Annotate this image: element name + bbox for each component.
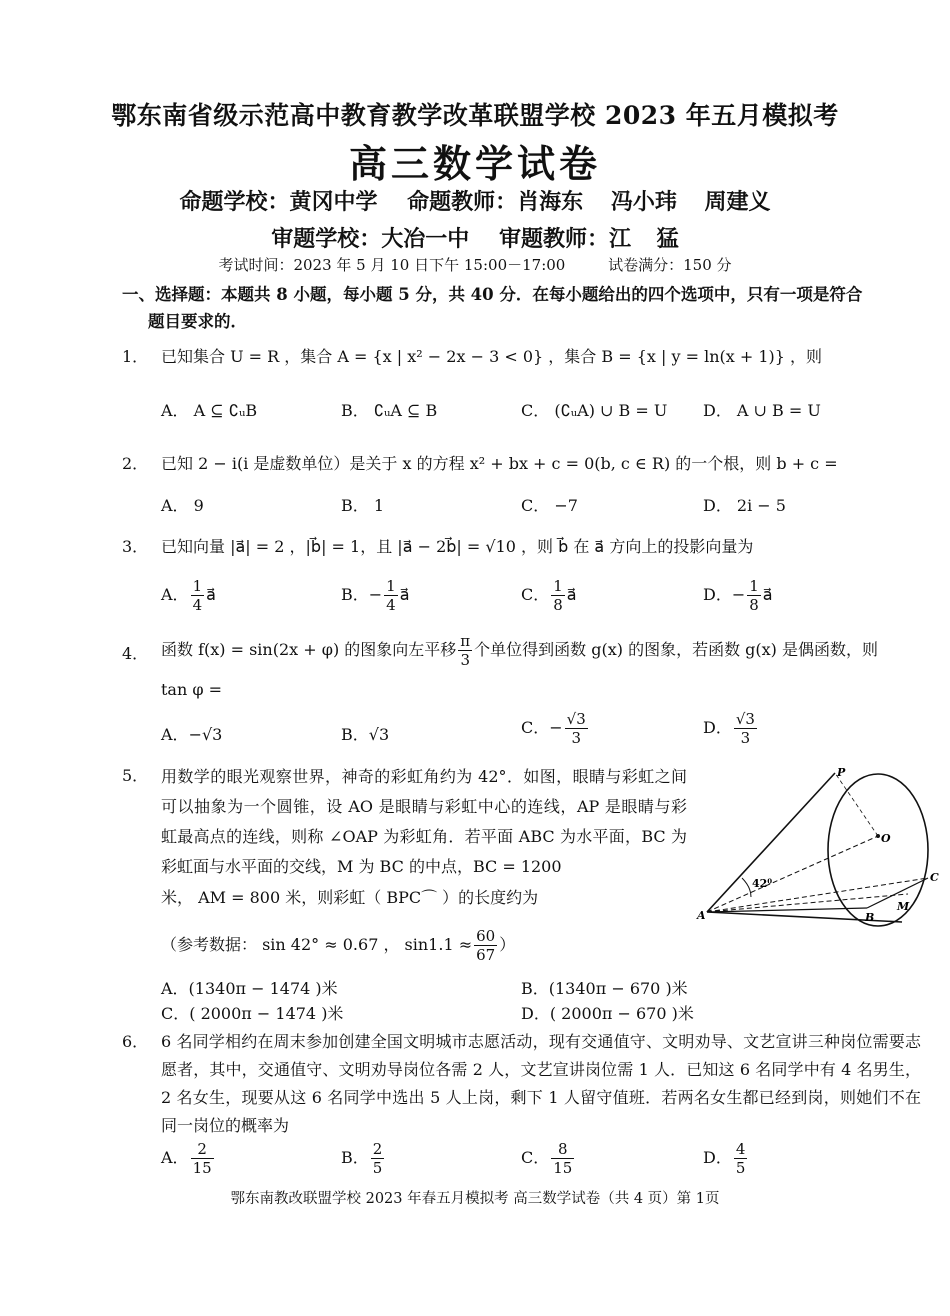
exam-score: 试卷满分：150 分 bbox=[608, 256, 732, 274]
review-teacher-2: 猛 bbox=[656, 226, 679, 252]
cone-figure bbox=[695, 760, 945, 930]
q4-option-d-label: D． bbox=[703, 718, 732, 737]
exam-title: 高三数学试卷 bbox=[348, 141, 601, 186]
q3-option-b-sign: − bbox=[368, 585, 383, 604]
q6-option-a-fraction bbox=[191, 1140, 214, 1177]
q6-option-d-label: D． bbox=[703, 1148, 732, 1167]
q4-option-d[interactable] bbox=[703, 710, 759, 747]
frac-num: 2 bbox=[191, 1140, 214, 1159]
section-heading-line2: 题目要求的． bbox=[148, 312, 247, 331]
school-line: 鄂东南省级示范高中教育教学改革联盟学校 2023 年五月模拟考 bbox=[111, 101, 839, 130]
q4-stem-a: 函数 f(x) = sin(2x + φ) 的图象向左平移 bbox=[161, 640, 457, 659]
q6-option-b[interactable] bbox=[341, 1140, 386, 1177]
q5-option-a[interactable]: A．(1340π − 1474 )米 bbox=[161, 979, 338, 998]
q2-stem: 已知 2 − i(i 是虚数单位）是关于 x 的方程 x² + bx + c = 0(b, c ∈ R) 的一个根，则 b + c = bbox=[161, 454, 838, 473]
vector-a: a⃗ bbox=[762, 585, 773, 604]
q4-option-a-text: −√3 bbox=[188, 725, 223, 744]
q3-option-d[interactable] bbox=[703, 577, 773, 614]
q5-number: 5． bbox=[122, 766, 149, 785]
q1-option-c[interactable]: C． (∁ᵤA) ∪ B = U bbox=[521, 401, 668, 420]
q6-option-c-fraction bbox=[551, 1140, 574, 1177]
line-op bbox=[835, 773, 878, 836]
q4-option-a[interactable] bbox=[161, 722, 222, 745]
q2-number: 2． bbox=[122, 454, 149, 473]
q1-option-d[interactable]: D． A ∪ B = U bbox=[703, 401, 821, 420]
label-c: C bbox=[930, 871, 939, 884]
frac-den: 4 bbox=[192, 596, 203, 614]
q2-option-d[interactable]: D． 2i − 5 bbox=[703, 496, 786, 515]
q3-option-a[interactable] bbox=[161, 577, 216, 614]
q4-stem bbox=[161, 632, 878, 669]
q6-option-c[interactable] bbox=[521, 1140, 576, 1177]
q5-option-d[interactable]: D．( 2000π − 670 )米 bbox=[521, 1004, 694, 1023]
frac-num: 1 bbox=[192, 577, 203, 595]
q3-option-b[interactable] bbox=[341, 577, 410, 614]
q4-option-d-fraction bbox=[734, 710, 757, 747]
q5-option-c[interactable]: C．( 2000π − 1474 )米 bbox=[161, 1004, 344, 1023]
q5-reference bbox=[161, 927, 515, 964]
frac-den: 15 bbox=[553, 1159, 573, 1177]
frac-num: 4 bbox=[735, 1140, 746, 1158]
q6-option-d[interactable] bbox=[703, 1140, 749, 1177]
q6-option-a-label: A． bbox=[161, 1148, 189, 1167]
frac-num: √3 bbox=[735, 710, 755, 728]
q3-option-c-fraction bbox=[551, 577, 565, 614]
q4-option-c[interactable] bbox=[521, 710, 590, 747]
exam-time: 考试时间：2023 年 5 月 10 日下午 15:00－17:00 bbox=[218, 256, 566, 274]
q5-ref-a: （参考数据： sin 42° ≈ 0.67 ， sin1.1 ≈ bbox=[161, 935, 473, 954]
label-angle: 42⁰ bbox=[752, 877, 773, 890]
q2-option-a[interactable]: A． 9 bbox=[161, 496, 204, 515]
frac-den: 8 bbox=[553, 596, 563, 614]
q6-option-b-label: B． bbox=[341, 1148, 369, 1167]
q4-option-c-label: C． bbox=[521, 718, 550, 737]
point-o bbox=[876, 834, 880, 838]
q3-option-a-label: A． bbox=[161, 585, 189, 604]
q4-option-b-text: √3 bbox=[368, 725, 390, 744]
q4-option-b-label: B． bbox=[341, 725, 369, 744]
q2-option-c[interactable]: C． −7 bbox=[521, 496, 578, 515]
frac-den: 3 bbox=[571, 729, 581, 747]
q4-option-c-sign: − bbox=[549, 718, 563, 737]
frac-num: 60 bbox=[476, 927, 496, 945]
q1-option-b[interactable]: B． ∁ᵤA ⊆ B bbox=[341, 401, 438, 420]
label-o: O bbox=[881, 832, 891, 845]
q3-option-d-fraction bbox=[747, 577, 761, 614]
review-school: 审题学校：大冶一中 bbox=[271, 226, 470, 252]
label-a: A bbox=[697, 909, 706, 922]
frac-den: 3 bbox=[460, 651, 470, 669]
q4-option-b[interactable] bbox=[341, 722, 389, 745]
q4-stem-c: tan φ = bbox=[161, 680, 223, 699]
author-teacher-2: 冯小玮 bbox=[610, 189, 677, 215]
author-teacher: 命题教师：肖海东 bbox=[407, 189, 584, 215]
q3-number: 3． bbox=[122, 537, 149, 556]
q3-option-c-label: C． bbox=[521, 585, 550, 604]
q6-number: 6． bbox=[122, 1032, 149, 1051]
q3-stem: 已知向量 |a⃗| = 2 ，|b⃗| = 1，且 |a⃗ − 2b⃗| = √10 ，则 b⃗ 在 a⃗ 方向上的投影向量为 bbox=[161, 537, 754, 556]
vector-a: a⃗ bbox=[399, 585, 410, 604]
q1-option-a[interactable]: A． A ⊆ ∁ᵤB bbox=[161, 401, 258, 420]
q3-option-a-fraction bbox=[191, 577, 205, 614]
q3-option-d-label: D． bbox=[703, 585, 732, 604]
q5-option-b[interactable]: B．(1340π − 670 )米 bbox=[521, 979, 688, 998]
frac-den: 4 bbox=[386, 596, 396, 614]
frac-den: 5 bbox=[735, 1159, 746, 1177]
frac-num: √3 bbox=[566, 710, 586, 728]
q5-ref-fraction bbox=[474, 927, 497, 964]
review-teacher: 审题教师：江 bbox=[498, 226, 631, 252]
author-school: 命题学校：黄冈中学 bbox=[179, 189, 378, 215]
section-heading bbox=[122, 281, 922, 335]
section-heading-line1: 一、选择题：本题共 8 小题，每小题 5 分，共 40 分．在每小题给出的四个选项中，只有一项是符合 bbox=[122, 285, 863, 304]
q1-number: 1． bbox=[122, 347, 149, 366]
label-b: B bbox=[865, 911, 875, 924]
q6-stem: 6 名同学相约在周末参加创建全国文明城市志愿活动，现有交通值守、文明劝导、文艺宣讲三种岗位需要志愿者，其中，交通值守、文明劝导岗位各需 2 人，文艺宣讲岗位需 1 人．已知这 6 名同学中有 4 名男生，2 名女生，现要从这 6 名同学中选出 5 人上岗，剩下 1 人留守值班．若两名女生都已经到岗，则她们不在同一岗位的概率为 bbox=[161, 1032, 921, 1135]
frac-den: 5 bbox=[372, 1159, 383, 1177]
frac-den: 8 bbox=[749, 596, 759, 614]
review-line bbox=[0, 222, 950, 253]
label-m: M bbox=[897, 900, 910, 913]
q4-stem-b: 个单位得到函数 g(x) 的图象，若函数 g(x) 是偶函数，则 bbox=[474, 640, 879, 659]
cone-edge-ap bbox=[707, 773, 835, 912]
frac-den: 67 bbox=[476, 946, 496, 964]
q4-number: 4． bbox=[122, 644, 149, 663]
frac-num: π bbox=[460, 632, 471, 650]
frac-den: 3 bbox=[740, 729, 751, 747]
q4-option-a-label: A． bbox=[161, 725, 189, 744]
q6-option-a[interactable] bbox=[161, 1140, 216, 1177]
frac-den: 15 bbox=[192, 1159, 212, 1177]
q3-option-d-sign: − bbox=[731, 585, 746, 604]
frac-num: 1 bbox=[749, 577, 759, 595]
label-p: P bbox=[837, 766, 846, 779]
q6-option-d-fraction bbox=[734, 1140, 748, 1177]
q2-option-b[interactable]: B． 1 bbox=[341, 496, 385, 515]
authors-line bbox=[0, 185, 950, 216]
frac-num: 1 bbox=[553, 577, 563, 595]
q6-option-c-label: C． bbox=[521, 1148, 550, 1167]
page-footer: 鄂东南教改联盟学校 2023 年春五月模拟考 高三数学试卷（共 4 页）第 1页 bbox=[230, 1191, 720, 1207]
frac-num: 8 bbox=[551, 1140, 574, 1159]
vector-a: a⃗ bbox=[566, 585, 577, 604]
author-teacher-3: 周建义 bbox=[704, 189, 771, 215]
q6-option-b-fraction bbox=[371, 1140, 385, 1177]
q5-stem: 用数学的眼光观察世界，神奇的彩虹角约为 42°．如图，眼睛与彩虹之间可以抽象为一个圆锥，设 AO 是眼睛与彩虹中心的连线，AP 是眼睛与彩虹最高点的连线，则称 ∠OAP 为彩虹角．若平面 ABC 为水平面，BC 为彩虹面与水平面的交线，M 为 BC 的中点，BC = 1200 bbox=[161, 767, 687, 876]
q5-stem-2: 米， AM = 800 米，则彩虹（ BPC⌒ ）的长度约为 bbox=[161, 888, 539, 907]
q1-stem: 已知集合 U = R ，集合 A = {x | x² − 2x − 3 < 0} ，集合 B = {x | y = ln(x + 1)} ，则 bbox=[161, 347, 823, 366]
exam-info bbox=[0, 254, 950, 275]
q5-ref-b: ） bbox=[499, 935, 516, 954]
vector-a: a⃗ bbox=[206, 585, 216, 604]
frac-num: 2 bbox=[372, 1140, 383, 1158]
q4-option-c-fraction bbox=[565, 710, 588, 747]
q4-fraction bbox=[458, 632, 472, 669]
axis-ao bbox=[707, 836, 878, 912]
frac-num: 1 bbox=[386, 577, 396, 595]
q3-option-b-label: B． bbox=[341, 585, 369, 604]
q3-option-c[interactable] bbox=[521, 577, 577, 614]
q3-option-b-fraction bbox=[384, 577, 398, 614]
